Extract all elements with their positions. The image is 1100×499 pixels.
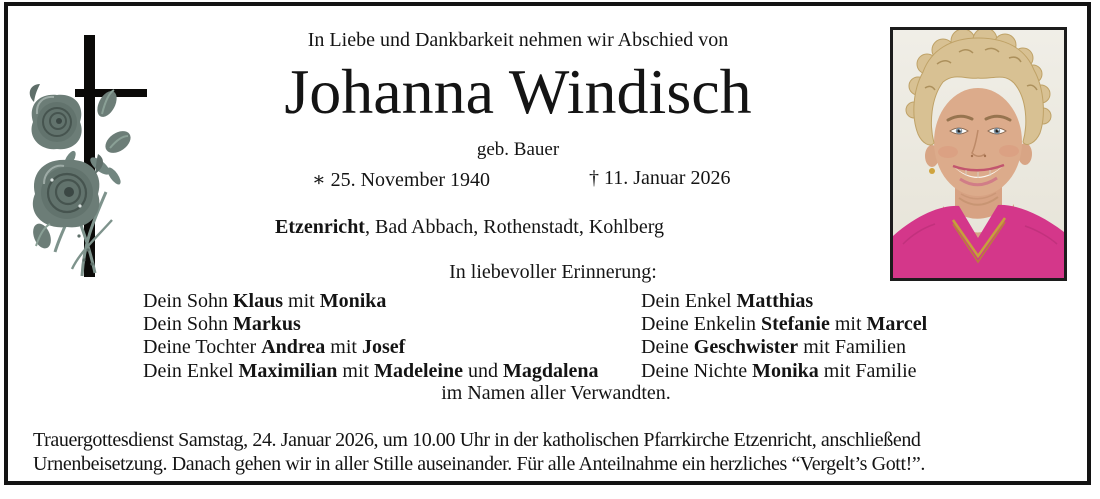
death-date: † 11. Januar 2026 — [589, 167, 731, 189]
maiden-name: geb. Bauer — [476, 139, 560, 160]
rose-bud — [101, 127, 134, 158]
deceased-name: Johanna Windisch — [284, 56, 752, 127]
intro-line: In Liebe und Dankbarkeit nehmen wir Abschied von — [307, 29, 729, 51]
mourner-line: Dein Sohn Klaus mit Monika — [143, 290, 387, 312]
mourner-line: Deine Nichte Monika mit Familie — [641, 359, 917, 382]
portrait-photo — [890, 27, 1067, 281]
mourner-line: Dein Sohn Markus — [143, 313, 301, 336]
mourners-column-right — [641, 290, 927, 383]
mourner-line: Dein Enkel Matthias — [641, 290, 814, 312]
places-line: Etzenricht, Bad Abbach, Rothenstadt, Kohlberg — [275, 216, 665, 238]
mourner-line: Deine Tochter Andrea mit Josef — [143, 336, 406, 359]
service-info-line: Trauergottesdienst Samstag, 24. Januar 2026, um 10.00 Uhr in der katholischen Pfarrkirche Etzenricht, anschließend — [33, 429, 921, 451]
face — [934, 88, 1022, 196]
closing-line: im Namen aller Verwandten. — [441, 382, 671, 404]
birth-date: ∗ 25. November 1940 — [312, 169, 491, 191]
mourner-line: Dein Enkel Maximilian mit Madeleine und Magdalena — [143, 359, 599, 382]
rose-flower — [30, 84, 82, 149]
mourner-line: Deine Geschwister mit Familien — [641, 336, 906, 359]
service-info-line: Urnenbeisetzung. Danach gehen wir in aller Stille auseinander. Für alle Anteilnahme ein herzliches “Vergelt’s Gott!”. — [33, 452, 925, 475]
earring — [929, 168, 935, 174]
memorial-heading: In liebevoller Erinnerung: — [449, 261, 657, 283]
service-info — [33, 429, 1088, 477]
mourners-column-left — [143, 290, 599, 383]
mourner-line: Deine Enkelin Stefanie mit Marcel — [641, 313, 928, 336]
